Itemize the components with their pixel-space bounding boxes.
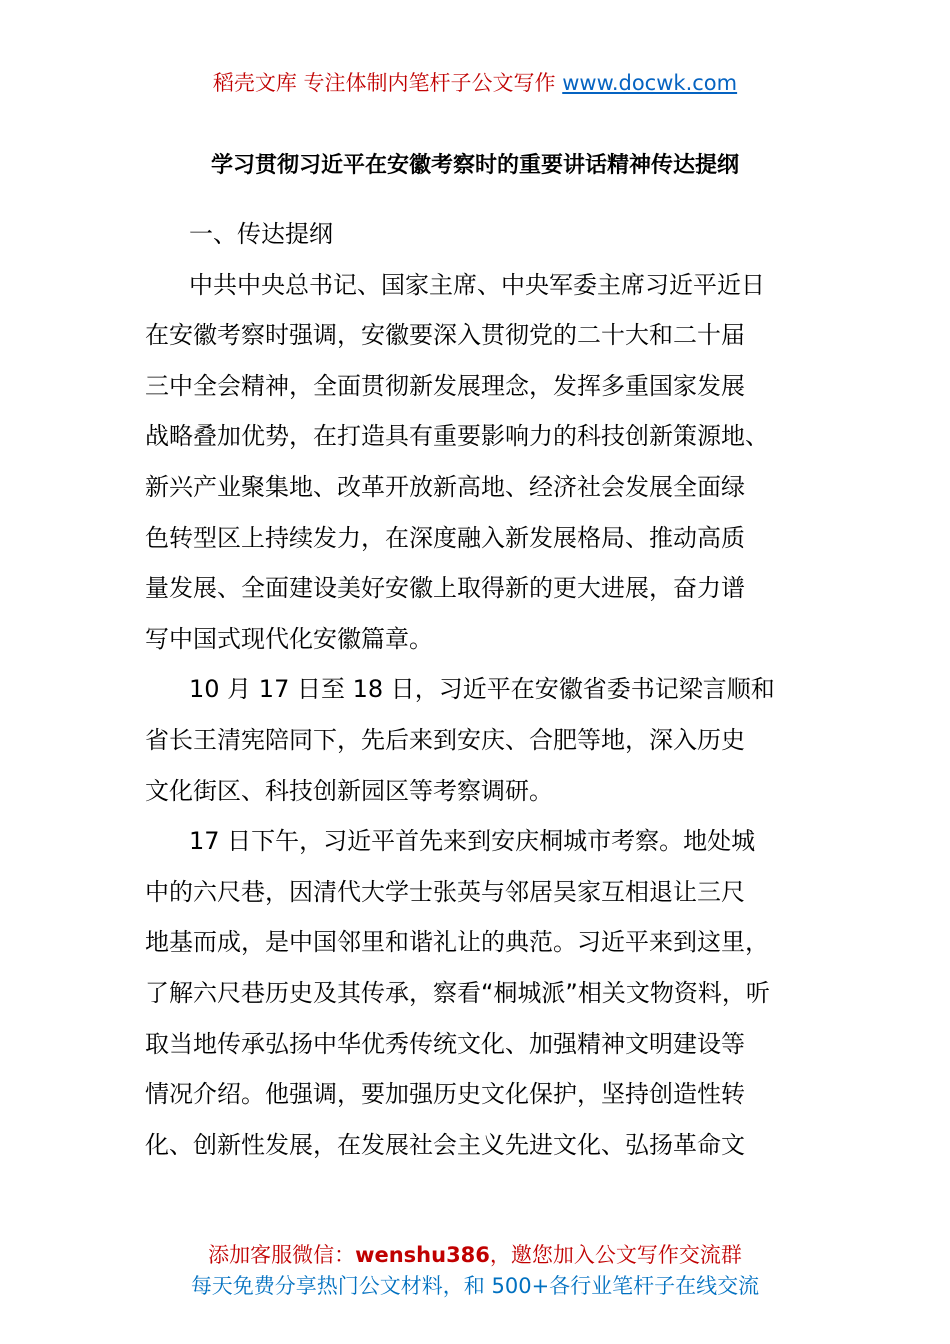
header-website-link[interactable]: www.docwk.com [562,71,738,95]
footer-wechat-id: wenshu386 [355,1243,490,1267]
section-heading: 一、传达提纲 [189,220,333,248]
paragraph-line: 地基而成，是中国邻里和谐礼让的典范。习近平来到这里， [145,928,769,957]
paragraph-line: 色转型区上持续发力，在深度融入新发展格局、推动高质 [145,523,745,552]
paragraph-line: 在安徽考察时强调，安徽要深入贯彻党的二十大和二十届 [145,321,745,350]
footer-wechat-suffix: ，邀您加入公文写作交流群 [489,1243,742,1267]
paragraph-2 [145,664,813,816]
paragraph-line: 情况介绍。他强调，要加强历史文化保护，坚持创造性转 [145,1080,745,1109]
paragraph-line: 省长王清宪陪同下，先后来到安庆、合肥等地，深入历史 [145,725,745,754]
paragraph-line: 17 日下午，习近平首先来到安庆桐城市考察。地处城 [189,827,756,856]
paragraph-line: 三中全会精神，全面贯彻新发展理念，发挥多重国家发展 [145,371,745,400]
paragraph-line: 中的六尺巷，因清代大学士张英与邻居吴家互相退让三尺 [145,877,745,906]
paragraph-line: 战略叠加优势，在打造具有重要影响力的科技创新策源地、 [145,422,769,451]
paragraph-line: 了解六尺巷历史及其传承，察看“桐城派”相关文物资料，听 [145,978,770,1007]
document-title: 学习贯彻习近平在安徽考察时的重要讲话精神传达提纲 [210,153,739,178]
header-brand-text: 稻壳文库 专注体制内笔杆子公文写作 [212,71,563,95]
footer-wechat-line [0,1240,950,1271]
paragraph-line: 10 月 17 日至 18 日，习近平在安徽省委书记梁言顺和 [189,675,775,704]
paragraph-line: 化、创新性发展，在发展社会主义先进文化、弘扬革命文 [145,1130,745,1159]
paragraph-3 [145,816,813,1170]
paragraph-1 [145,260,813,665]
paragraph-line: 写中国式现代化安徽篇章。 [145,624,433,653]
paragraph-line: 中共中央总书记、国家主席、中央军委主席习近平近日 [189,270,765,299]
page-footer [0,1240,950,1302]
paragraph-line: 文化街区、科技创新园区等考察调研。 [145,776,553,805]
footer-wechat-prefix: 添加客服微信： [208,1243,356,1267]
paragraph-line: 量发展、全面建设美好安徽上取得新的更大进展，奋力谱 [145,574,745,603]
document-body [145,209,813,1170]
paragraph-line: 取当地传承弘扬中华优秀传统文化、加强精神文明建设等 [145,1029,745,1058]
page-header [0,68,950,98]
paragraph-line: 新兴产业聚集地、改革开放新高地、经济社会发展全面绿 [145,472,745,501]
footer-share-line: 每天免费分享热门公文材料，和 500+各行业笔杆子在线交流 [190,1274,760,1298]
